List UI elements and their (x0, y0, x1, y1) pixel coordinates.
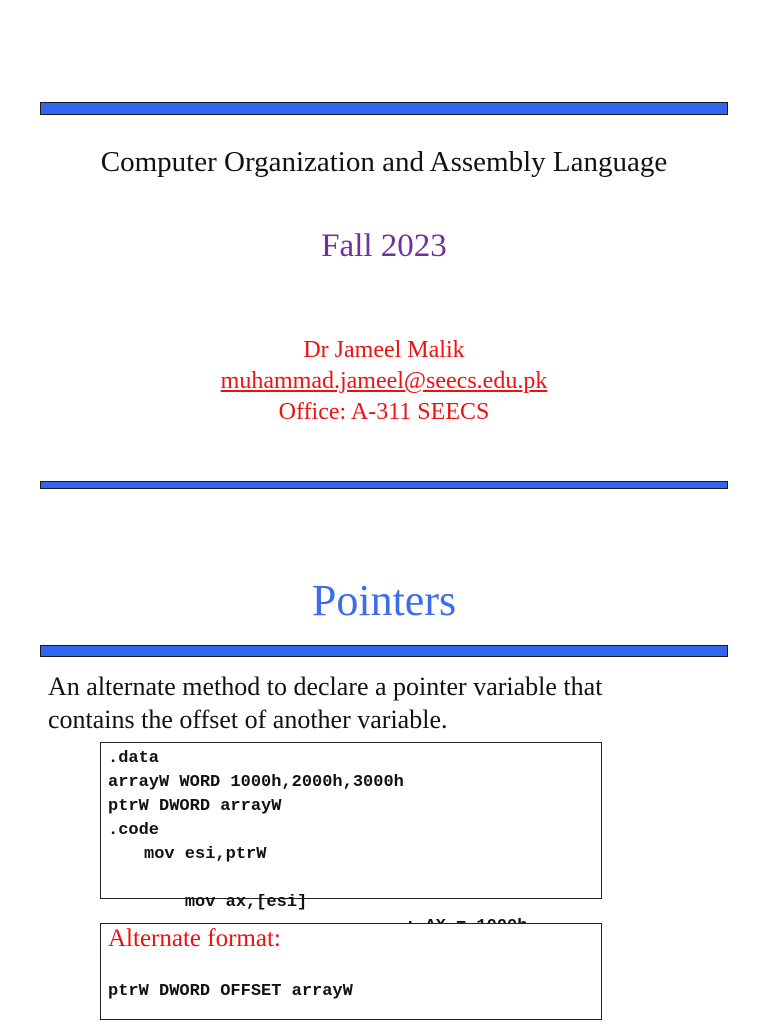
code-line: arrayW WORD 1000h,2000h,3000h (108, 773, 404, 792)
intro-line-1: An alternate method to declare a pointer variable that (48, 672, 603, 701)
code-block (100, 742, 602, 912)
course-title: Computer Organization and Assembly Language (100, 146, 668, 178)
instructor-office: Office: A-311 SEECS (278, 399, 490, 425)
code-instruction: mov ax,[esi] (184, 893, 308, 912)
code-line: mov esi,ptrW (144, 845, 267, 864)
alternate-format-code: ptrW DWORD OFFSET arrayW (108, 982, 353, 1001)
semester-label: Fall 2023 (321, 228, 447, 264)
intro-text (48, 670, 728, 736)
middle-divider-bar (40, 481, 728, 489)
slide-title: Pointers (311, 576, 457, 625)
alternate-format-box (100, 923, 602, 1020)
code-line: .code (108, 821, 160, 840)
code-line: ptrW DWORD arrayW (108, 797, 282, 816)
instructor-email-container (0, 368, 768, 395)
instructor-name: Dr Jameel Malik (303, 337, 465, 363)
intro-line-2: contains the offset of another variable. (48, 705, 448, 734)
top-divider-bar (40, 102, 728, 115)
code-line: .data (108, 749, 160, 768)
instructor-email-link[interactable]: muhammad.jameel@seecs.edu.pk (220, 368, 548, 394)
alternate-format-label: Alternate format: (108, 925, 281, 952)
title-divider-bar (40, 645, 728, 657)
